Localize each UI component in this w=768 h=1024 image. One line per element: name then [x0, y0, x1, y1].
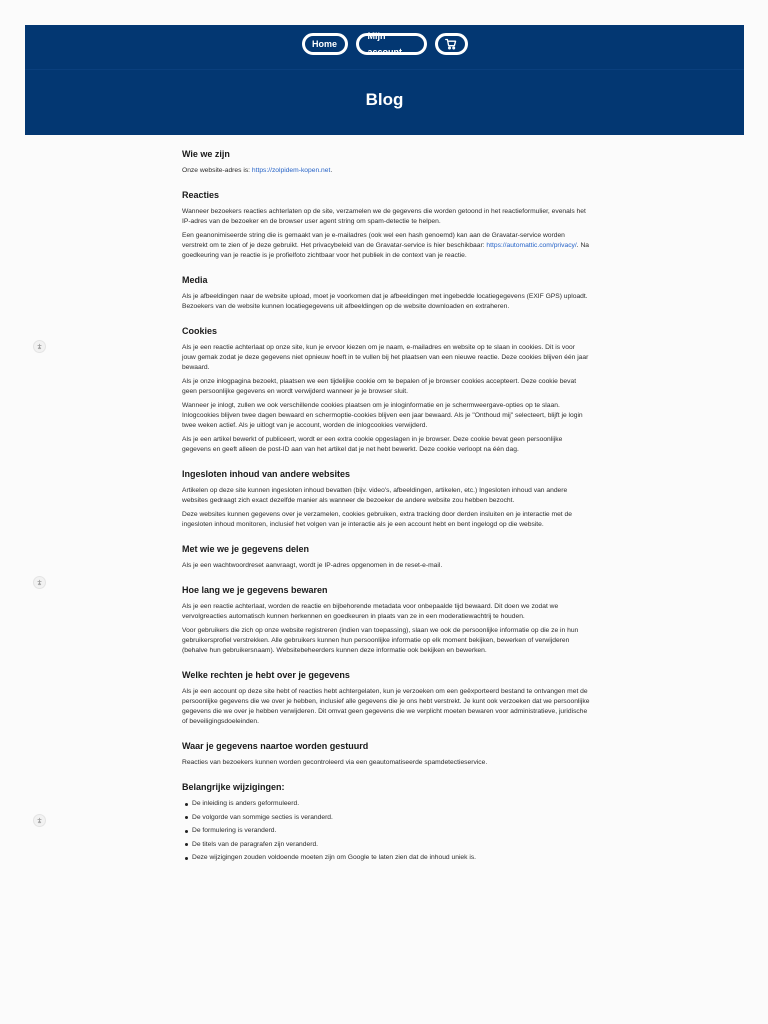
section-paragraph: Als je een account op deze site hebt of reacties hebt achtergelaten, kun je verzoeken om een geëxporteerd bestand te ontvangen met de persoonlijke gegevens die we over je hebben, inclusief alle gegevens die je ons hebt verstrekt. Je kunt ook verzoeken dat we persoonlijke gegevens die we over je hebben verwijderen. Dit omvat geen gegevens die we verplicht moeten bewaren voor administratieve, juridische of beveiligingsdoeleinden. — [182, 688, 590, 725]
paragraph-text: . Na goedkeuring van je reactie is je profielfoto zichtbaar voor het publiek in de context van je reactie. — [182, 242, 590, 259]
privacy-content — [182, 148, 590, 876]
changes-heading: Belangrijke wijzigingen: — [182, 782, 285, 792]
section-heading: Hoe lang we je gegevens bewaren — [182, 585, 328, 595]
paragraph-text: Een geanonimiseerde string die is gemaakt van je e-mailadres (ook wel een hash genoemd) kan aan de Gravatar-service worden verstrekt om te zien of je deze gebruikt. Het privacybeleid van de Gravatar-service is hier beschikbaar: — [182, 232, 565, 249]
list-item: De formulering is veranderd. — [182, 826, 590, 836]
content-section — [182, 189, 590, 261]
paragraph-link[interactable]: https://zolpidem-kopen.net — [251, 167, 331, 174]
section-paragraph — [182, 231, 590, 261]
content-section — [182, 740, 590, 768]
page-title: Blog — [365, 90, 404, 109]
section-heading: Media — [182, 275, 208, 285]
accessibility-icon[interactable] — [33, 576, 46, 589]
home-button[interactable]: Home — [302, 33, 348, 55]
section-paragraph: Als je onze inlogpagina bezoekt, plaatsen we een tijdelijke cookie om te bepalen of je browser cookies accepteert. Deze cookie bevat geen persoonlijke gegevens en wordt verwijderd wanneer je je browser sluit. — [182, 378, 577, 395]
section-paragraph: Voor gebruikers die zich op onze website registreren (indien van toepassing), slaan we ook de persoonlijke informatie op die ze in hun gebruikersprofiel verstrekken. Alle gebruikers kunnen hun persoonlijke informatie op elk moment bekijken, bewerken of verwijderen (behalve hun gebruikersnaam). Websitebeheerders kunnen deze informatie ook bekijken en bewerken. — [182, 627, 579, 654]
section-heading: Met wie we je gegevens delen — [182, 544, 310, 554]
section-heading: Ingesloten inhoud van andere websites — [182, 469, 351, 479]
paragraph-text: Onze website-adres is: — [182, 167, 252, 174]
section-paragraph: Als je afbeeldingen naar de website upload, moet je voorkomen dat je afbeeldingen met ingebedde locatiegegevens (EXIF GPS) uploadt. Bezoekers van de website kunnen locatiegegevens uit afbeeldingen op de website downloaden en extraheren. — [182, 293, 588, 310]
content-section — [182, 274, 590, 312]
section-paragraph: Artikelen op deze site kunnen ingesloten inhoud bevatten (bijv. video's, afbeeldingen, artikelen, etc.) Ingesloten inhoud van andere websites gedraagt zich exact dezelfde manier als wanneer de bezoeker de andere website zou hebben bezocht. — [182, 487, 568, 504]
section-paragraph: Als je een reactie achterlaat op onze site, kun je ervoor kiezen om je naam, e-mailadres en website op te slaan in cookies. Dit is voor jouw gemak zodat je deze gegevens niet opnieuw hoeft in te vullen bij het plaatsen van een nieuwe reactie. Deze cookies blijven één jaar bewaard. — [182, 344, 589, 371]
content-section — [182, 584, 590, 656]
section-heading: Welke rechten je hebt over je gegevens — [182, 670, 350, 680]
main-nav — [25, 33, 744, 55]
accessibility-icon[interactable] — [33, 814, 46, 827]
section-heading: Wie we zijn — [182, 149, 230, 159]
content-section — [182, 468, 590, 530]
section-paragraph: Reacties van bezoekers kunnen worden gecontroleerd via een geautomatiseerde spamdetectieservice. — [182, 759, 488, 766]
section-paragraph: Deze websites kunnen gegevens over je verzamelen, cookies gebruiken, extra tracking door derden insluiten en je interactie met de ingesloten inhoud monitoren, inclusief het volgen van je interactie als je een account hebt en bent ingelogd op die website. — [182, 511, 572, 528]
section-heading: Cookies — [182, 326, 218, 336]
cart-button[interactable] — [435, 33, 468, 55]
changes-list — [182, 799, 590, 863]
header-divider — [25, 69, 744, 70]
section-paragraph: Als je een artikel bewerkt of publiceert, wordt er een extra cookie opgeslagen in je browser. Deze cookie bevat geen persoonlijke gegevens en geeft alleen de post-ID aan van het artikel dat je net hebt bewerkt. Deze cookie verloopt na één dag. — [182, 436, 563, 453]
accessibility-icon[interactable] — [33, 340, 46, 353]
paragraph-link[interactable]: https://automattic.com/privacy/ — [486, 242, 577, 249]
list-item: De titels van de paragrafen zijn veranderd. — [182, 840, 590, 850]
section-paragraph: Wanneer je inlogt, zullen we ook verschillende cookies plaatsen om je inloginformatie en je schermweergave-opties op te slaan. Inlogcookies blijven twee dagen bewaard en schermoptie-cookies blijven een jaar bewaard. Als je "Onthoud mij" selecteert, blijft je login twee weken actief. Als je uitlogt van je account, worden de inlogcookies verwijderd. — [182, 402, 583, 429]
section-paragraph: Wanneer bezoekers reacties achterlaten op de site, verzamelen we de gegevens die worden getoond in het reactieformulier, evenals het IP-adres van de bezoeker en de browser user agent string om spam-detectie te helpen. — [182, 208, 586, 225]
content-section — [182, 325, 590, 455]
section-heading: Waar je gegevens naartoe worden gestuurd — [182, 741, 369, 751]
list-item: De inleiding is anders geformuleerd. — [182, 799, 590, 809]
section-paragraph: Als je een wachtwoordreset aanvraagt, wordt je IP-adres opgenomen in de reset-e-mail. — [182, 562, 443, 569]
site-header — [25, 25, 744, 135]
section-heading: Reacties — [182, 190, 220, 200]
section-paragraph: Als je een reactie achterlaat, worden de reactie en bijbehorende metadata voor onbepaalde tijd bewaard. Dit doen we zodat we vervolgreacties automatisch kunnen herkennen en goedkeuren in plaats van ze in een moderatiewachtrij te houden. — [182, 603, 559, 620]
content-section — [182, 543, 590, 571]
changes-section — [182, 781, 590, 863]
list-item: Deze wijzigingen zouden voldoende moeten zijn om Google te laten zien dat de inhoud uniek is. — [182, 853, 590, 863]
cart-icon — [445, 38, 457, 50]
content-section — [182, 669, 590, 727]
paragraph-text: . — [330, 167, 333, 174]
section-paragraph — [182, 166, 590, 176]
list-item: De volgorde van sommige secties is veranderd. — [182, 813, 590, 823]
content-section — [182, 148, 590, 176]
my-account-button[interactable]: Mijn account — [356, 33, 427, 55]
